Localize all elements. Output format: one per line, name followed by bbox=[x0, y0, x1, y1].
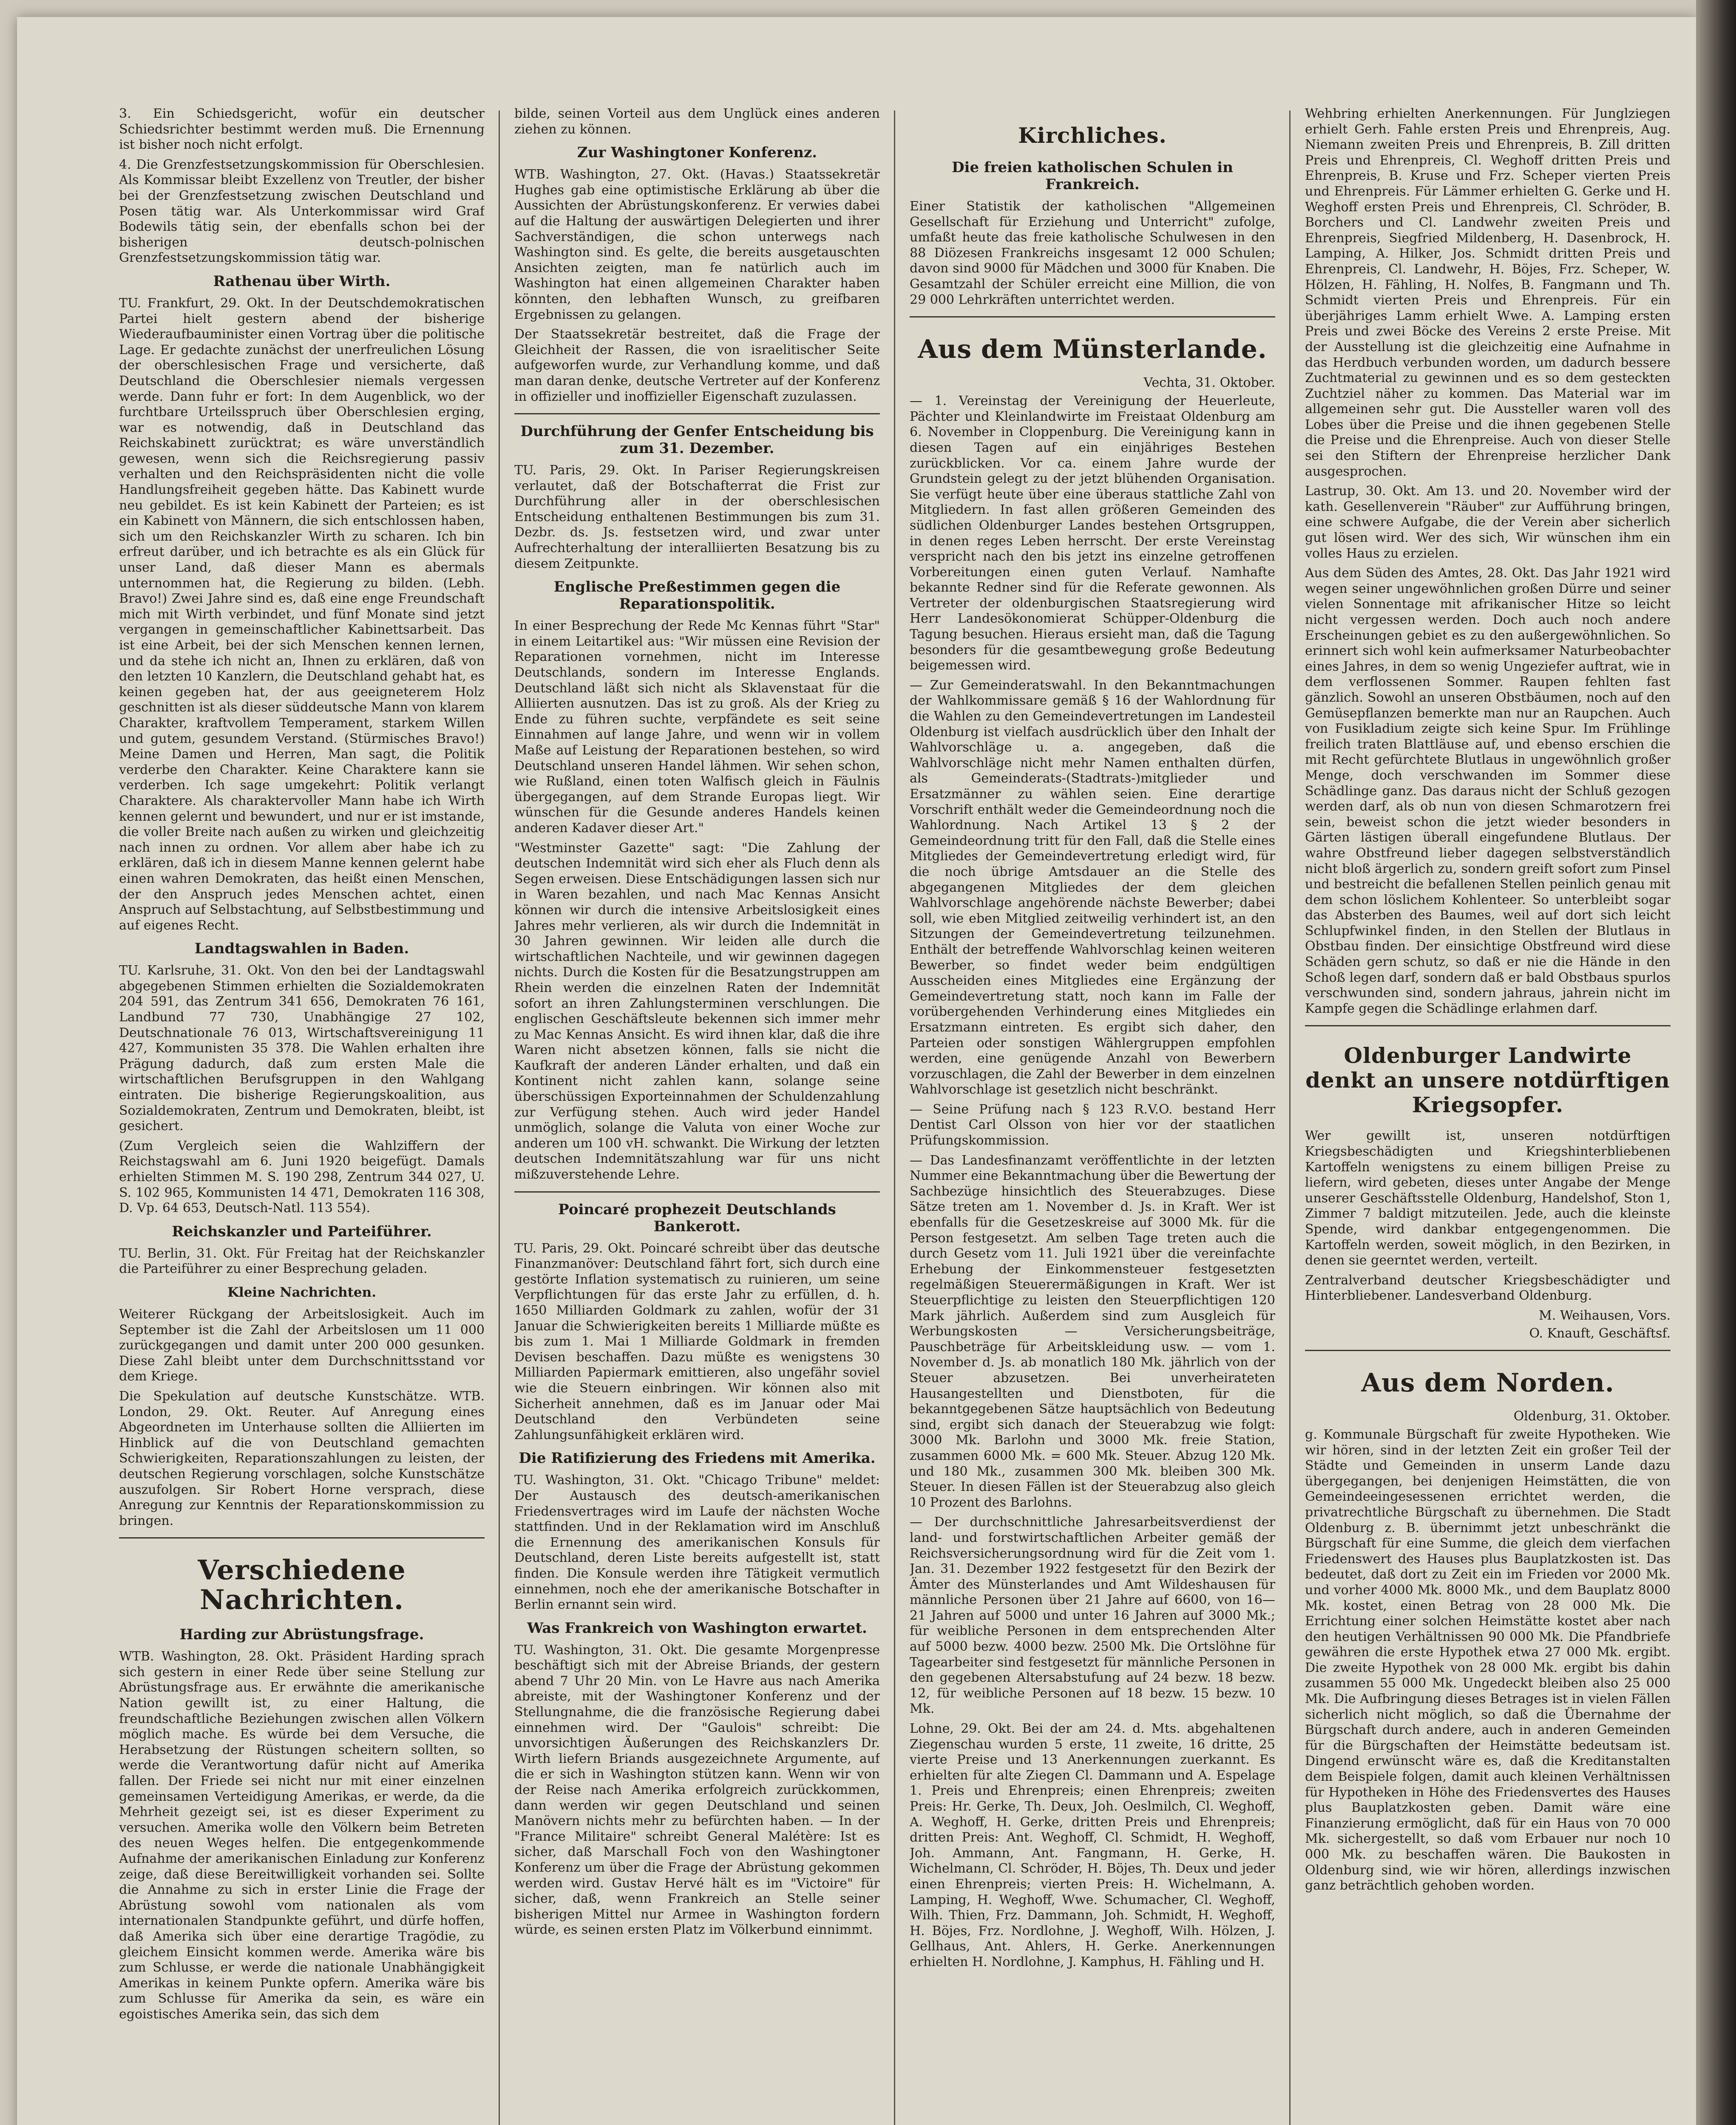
article-paragraph: 3. Ein Schiedsgericht, wofür ein deutscher Schiedsrichter bestimmt werden muß. Die Ernennung ist bisher noch nicht erfolgt. bbox=[119, 106, 485, 153]
article-paragraph: Einer Statistik der katholischen "Allgemeinen Gesellschaft für Erziehung und Unterricht" zufolge, umfaßt heute das freie katholische Schulwesen in den 88 Diözesen Frankreichs insgesamt 12 000 Schulen; davon sind 9000 für Mädchen und 3000 für Knaben. Die Gesamtzahl der Schüler erreicht eine Million, die von 29 000 Lehrkräften unterrichtet werden. bbox=[910, 199, 1275, 307]
column-rule bbox=[499, 110, 500, 2125]
column-2 bbox=[514, 106, 880, 2125]
article-paragraph: Zentralverband deutscher Kriegsbeschädigter und Hinterbliebener. Landesverband Oldenburg. bbox=[1305, 1272, 1671, 1303]
article-heading: Reichskanzler und Parteiführer. bbox=[172, 1223, 432, 1240]
separator-rule bbox=[1305, 1025, 1671, 1026]
article-paragraph: (Zum Vergleich seien die Wahlziffern der Reichstagswahl am 6. Juni 1920 beigefügt. Damals erhielten Stimmen M. S. 190 298, Zentrum 344 027, U. S. 102 965, Kommunisten 14 471, Demokraten 116 308, D. Vp. 64 653, Deutsch-Natl. 113 554). bbox=[119, 1138, 485, 1216]
article-paragraph: Die Spekulation auf deutsche Kunstschätze. WTB. London, 29. Okt. Reuter. Auf Anregung eines Abgeordneten im Unterhause sollten die Alliierten im Hinblick auf die von Deutschland gemachten Schwierigkeiten, Reparationszahlungen zu leisten, der deutschen Regierung vorschlagen, solche Kunstschätze auszufolgen. Sir Robert Horne versprach, diese Anregung zur Kenntnis der Reparationskommission zu bringen. bbox=[119, 1388, 485, 1528]
article-paragraph: g. Kommunale Bürgschaft für zweite Hypotheken. Wie wir hören, sind in der letzten Zeit ein großer Teil der Städte und Gemeinden in unserm Lande dazu übergegangen, bei denjenigen Heimstätten, die von Gemeindeeingesessenen errichtet werden, die privatrechtliche Bürgschaft zu übernehmen. Die Stadt Oldenburg z. B. übernimmt jetzt unbeschränkt die Bürgschaft für eine Summe, die gleich dem vierfachen Friedenswert des Hauses plus Bauplatzkosten ist. Das bedeutet, daß dort zu Zeit ein im Frieden vor 2000 Mk. und vorher 4000 Mk. 8000 Mk., und dem Bauplatz 8000 Mk. kostet, einen Betrag von 28 000 Mk. Die Errichtung einer solchen Heimstätte kostet aber nach den heutigen Verhältnissen 90 000 Mk. Die Pfandbriefe gewähren die erste Hypothek etwa 27 000 Mk. ergibt. Die zweite Hypothek von 28 000 Mk. ergibt bis dahin zusammen 55 000 Mk. Ungedeckt bleiben also 25 000 Mk. Die Aufbringung dieses Betrages ist in vielen Fällen sicherlich nicht möglich, so daß die Übernahme der Bürgschaft durch andere, auch in anderen Gemeinden für die Bürgschaften der Heimstätte bedeutsam ist. Dingend erwünscht wäre es, daß die Kreditanstalten dem Beispiele folgen, damit auch kleinen Verhältnissen für Hypotheken in Höhe des Friedensvertes des Hauses plus Bauplatzkosten geben. Damit wäre eine Finanzierung ermöglicht, daß für ein Haus von 70 000 Mk. sichergestellt, so daß vom Erbauer nur noch 10 000 Mk. zu beschaffen wären. Die Baukosten in Oldenburg sind, wie wir hören, allerdings inzwischen ganz beträchtlich gehoben worden. bbox=[1305, 1427, 1671, 1893]
article-paragraph: TU. Paris, 29. Okt. Poincaré schreibt über das deutsche Finanzmanöver: Deutschland fährt fort, sich durch eine gestörte Inflation systematisch zu ruinieren, um seine Verpflichtungen für das erste Jahr zu erfüllen, d. h. 1650 Milliarden Goldmark zu zahlen, wofür der 31 Januar die Schwierigkeiten bereits 1 Milliarde müßte es bis zum 1. Mai 1 Milliarde Goldmark in fremden Devisen beschaffen. Dazu müßte es wenigstens 30 Milliarden Papiermark emittieren, also ungefähr soviel wie die Steuern einbringen. Wir können also mit Sicherheit annehmen, daß es im Januar oder Mai Deutschland den Verbündeten seine Zahlungsunfähigkeit erklären wird. bbox=[514, 1241, 880, 1442]
section-heading: Oldenburger Landwirte denkt an unsere notdürftigen Kriegsopfer. bbox=[1305, 1043, 1670, 1118]
article-heading: Was Frankreich von Washington erwartet. bbox=[527, 1619, 867, 1637]
article-paragraph: — Seine Prüfung nach § 123 R.V.O. bestand Herr Dentist Carl Olsson von hier vor der staatlichen Prüfungskommission. bbox=[910, 1102, 1275, 1148]
article-heading: Poincaré prophezeit Deutschlands Bankerott. bbox=[558, 1201, 836, 1235]
newspaper-page bbox=[17, 17, 1696, 2125]
separator-rule bbox=[910, 316, 1275, 317]
column-1 bbox=[119, 106, 485, 2125]
article-heading: Durchführung der Genfer Entscheidung bis zum 31. Dezember. bbox=[520, 423, 874, 457]
article-paragraph: Lohne, 29. Okt. Bei der am 24. d. Mts. abgehaltenen Ziegenschau wurden 5 erste, 11 zweite, 16 dritte, 25 vierte Preise und 13 Anerkennungen zuerkannt. Es erhielten für alte Ziegen Cl. Dammann und A. Espelage 1. Preis und Ehrenpreis; einen Ehrenpreis; zweiten Preis: Hr. Gerke, Th. Deux, Joh. Oeslmilch, Cl. Weghoff, A. Weghoff, H. Gerke, dritten Preis und Ehrenpreis; dritten Preis: Ant. Weghoff, Cl. Schmidt, H. Weghoff, Joh. Ammann, Ant. Fangmann, H. Gerke, H. Wichelmann, Cl. Schröder, H. Böjes, Th. Deux und jeder einen Ehrenpreis; vierten Preis: H. Wichelmann, A. Lamping, H. Weghoff, Wwe. Schumacher, Cl. Weghoff, Wilh. Thien, Frz. Dammann, Joh. Schmidt, H. Weghoff, H. Böjes, Frz. Nordlohne, J. Weghoff, Wilh. Hölzen, J. Gellhaus, Ant. Ahlers, H. Gerke. Anerkennungen erhielten H. Nordlohne, J. Kamphus, H. Fähling und H. bbox=[910, 1721, 1275, 1969]
separator-rule bbox=[514, 413, 880, 414]
article-heading: Landtagswahlen in Baden. bbox=[194, 940, 409, 958]
column-rule bbox=[1289, 110, 1291, 2125]
article-heading: Harding zur Abrüstungsfrage. bbox=[179, 1626, 424, 1643]
article-paragraph: WTB. Washington, 27. Okt. (Havas.) Staatssekretär Hughes gab eine optimistische Erklärung ab über die Aussichten der Abrüstungskonferenz. Er verwies dabei auf die Haltung der auswärtigen Delegierten und ihrer Sachverständigen, die schon unterwegs nach Washington sind. Es gelte, die bereits ausgetauschten Ansichten zeigten, man fe natürlich auch im Washington hat einen allgemeinen Charakter haben könnten, den lebhaften Wunsch, zu greifbaren Ergebnissen zu gelangen. bbox=[514, 167, 880, 322]
article-paragraph: Aus dem Süden des Amtes, 28. Okt. Das Jahr 1921 wird wegen seiner ungewöhnlichen großen Dürre und seiner vielen Sonnentage mit afrikanischer Hitze so leicht nicht vergessen werden. Doch auch noch andere Erscheinungen gebiet es zu den außergewöhnlichen. So erinnert sich wohl kein aufmerksamer Naturbeobachter eines Jahres, in dem so wenig Ungeziefer auftrat, wie in dem verflossenen Sommer. Raupen fehlten fast gänzlich. Sowohl an unseren Obstbäumen, noch auf den Gemüsepflanzen bemerkte man nur an Raupchen. Auch von Fusikladium zeigte sich keine Spur. Im Frühlinge freilich traten Blattläuse auf, und ebenso erschien die mit Recht gefürchtete Blutlaus in ungewöhnlich großer Menge, doch verschwanden im Sommer diese Schädlinge ganz. Das daraus nicht der Schluß gezogen werden darf, als ob nun von diesen Schmarotzern frei sein, beweist schon die jetzt wieder besonders in Gärten lästigen überall eingefundene Blutlaus. Der wahre Obstfreund lieber dagegen selbstverständlich nicht bloß ärgerlich zu, sondern greift sofort zum Pinsel und bestreicht die befallenen Stellen peinlich genau mit dem schon löslichem Kohlenteer. So unterbleibt sogar das Absterben des Baumes, weil auf dort sich leicht Schlupfwinkel finden, in den Stellen der Blutlaus in Obstbau finden. Der einsichtige Obstfreund wird diese Schäden gern schutz, so daß er nie die Hände in den Schoß legen darf, sondern daß er bald Obstbaus spurlos verschwunden sind, sondern jahraus, jahrein nicht im Kampfe gegen die Schädlinge erlahmen darf. bbox=[1305, 566, 1671, 1016]
column-rule bbox=[894, 110, 895, 2125]
article-paragraph: Lastrup, 30. Okt. Am 13. und 20. November wird der kath. Gesellenverein "Räuber" zur Aufführung bringen, eine schwere Aufgabe, die der Verein aber sicherlich gut lösen wird. Wer des sich, Wir wünschen ihm ein volles Haus zu erzielen. bbox=[1305, 484, 1671, 561]
article-paragraph: — 1. Vereinstag der Vereinigung der Heuerleute, Pächter und Kleinlandwirte im Freistaat Oldenburg am 6. November in Cloppenburg. Die Vereinigung kann in diesen Tagen auf ein einjähriges Bestehen zurückblicken. Vor ca. einem Jahre wurde der Grundstein gelegt zu der jetzt blühenden Organisation. Sie verfügt heute über eine überaus stattliche Zahl von Mitgliedern. In fast allen größeren Gemeinden des südlichen Oldenburger Landes bestehen Ortsgruppen, in denen reges Leben herrscht. Der erste Vereinstag verspricht nach den bis jetzt ins einzelne getroffenen Vorbereitungen einen guten Verlauf. Namhafte bekannte Redner sind für die Referate gewonnen. Als Vertreter der oldenburgischen Staatsregierung wird Herr Landesökonomierat Schüpper-Oldenburg die Tagung besuchen. Hieraus ersieht man, daß die Tagung besonders für die gesamtbewegung große Bedeutung beigemessen wird. bbox=[910, 394, 1275, 673]
article-paragraph: Der Staatssekretär bestreitet, daß die Frage der Gleichheit der Rassen, die von israelitischer Seite aufgeworfen wurde, zur Verhandlung komme, und daß man daran denke, deutsche Vertreter auf der Konferenz in offizieller und inoffizieller Eigenschaft zuzulassen. bbox=[514, 327, 880, 404]
article-paragraph: TU. Karlsruhe, 31. Okt. Von den bei der Landtagswahl abgegebenen Stimmen erhielten die Sozialdemokraten 204 591, das Zentrum 341 656, Demokraten 76 161, Landbund 77 730, Unabhängige 27 102, Deutschnationale 76 013, Wirtschaftsvereinigung 11 427, Kommunisten 35 378. Die Wahlen erhalten ihre Prägung dadurch, daß zum ersten Male die wirtschaftlichen Berufsgruppen in den Wahlgang eintraten. Die bisherige Regierungskoalition, aus Sozialdemokraten, Zentrum und Demokraten, bleibt, ist gesichert. bbox=[119, 963, 485, 1134]
article-paragraph: — Zur Gemeinderatswahl. In den Bekanntmachungen der Wahlkommissare gemäß § 16 der Wahlordnung für die Wahlen zu den Gemeindevertretungen im Landesteil Oldenburg ist vielfach ausdrücklich über den Inhalt der Wahlvorschläge u. a. angegeben, daß die Wahlvorschläge nicht mehr Namen enthalten dürfen, als Gemeinderats-(Stadtrats-)mitglieder und Ersatzmänner zu wählen seien. Eine derartige Vorschrift enthält weder die Gemeindeordnung noch die Wahlordnung. Nach Artikel 13 § 2 der Gemeindeordnung tritt für den Fall, daß die Stelle eines Mitgliedes der Gemeindevertretung erledigt wird, für die noch übrige Amtsdauer an die Stelle des abgegangenen Mitgliedes der dem gleichen Wahlvorschlage angehörende nächste Bewerber; dabei soll, wie eben Mitglied zeitweilig verhindert ist, an den Sitzungen der Gemeindevertretung teilzunehmen. Enthält der betreffende Wahlvorschlag keinen weiteren Bewerber, so findet weder beim endgültigen Ausscheiden eines Mitgliedes eine Ergänzung der Gemeindevertretung statt, noch kann im Falle der vorübergehenden Verhinderung eines Mitgliedes ein Ersatzmann eintreten. Es ergibt sich daher, den Parteien oder sonstigen Wählergruppen empfohlen werden, eine genügende Anzahl von Bewerbern vorzuschlagen, die Zahl der Bewerber in dem einzelnen Wahlvorschlage ist gesetzlich nicht beschränkt. bbox=[910, 677, 1275, 1097]
article-heading: Zur Washingtoner Konferenz. bbox=[577, 144, 817, 162]
article-paragraph: TU. Paris, 29. Okt. In Pariser Regierungskreisen verlautet, daß der Botschafterrat die Frist zur Durchführung aller in der oberschlesischen Entscheidung enthaltenen Bestimmungen bis zum 31. Dezbr. ds. Js. festsetzen wird, und zwar unter Aufrechterhaltung der interalliierten Besatzung bis zu diesem Zeitpunkte. bbox=[514, 463, 880, 571]
dateline: Oldenburg, 31. Oktober. bbox=[1513, 1408, 1671, 1424]
section-heading: Kirchliches. bbox=[1018, 123, 1167, 148]
article-paragraph: Wehbring erhielten Anerkennungen. Für Junglziegen erhielt Gerh. Fahle ersten Preis und Ehrenpreis, Aug. Niemann zweiten Preis und Ehrenpreis, B. Zill dritten Preis und Ehrenpreis, Cl. Weghoff dritten Preis und Ehrenpreis, B. Kruse und Frz. Scheper vierten Preis und Ehrenpreis. Für Lämmer erhielten G. Gerke und H. Weghoff ersten Preis und Ehrenpreis, Cl. Schröder, B. Borchers und Cl. Landwehr zweiten Preis und Ehrenpreis, Siegfried Mildenberg, H. Dasenbrock, H. Lamping, A. Hilker, Jos. Schmidt dritten Preis und Ehrenpreis, Cl. Landwehr, H. Böjes, Frz. Scheper, W. Hölzen, H. Fähling, H. Nolfes, B. Fangmann und Th. Schmidt vierten Preis und Ehrenpreis. Für ein überjähriges Lamm erhielt Wwe. A. Lamping ersten Preis und zwei Böcke des Vereins 2 erste Preise. Mit der Ausstellung ist die gleichzeitig eine Aufnahme in das Herdbuch verbunden worden, um dadurch bessere Zuchtmaterial zu gewinnen und es so dem gesteckten Zuchtziel näher zu kommen. Das Material war im allgemeinen sehr gut. Die Aussteller waren voll des Lobes über die Preise und die ihnen gegebenen Stelle die Preise und die Ehrenpreise. Auch von dieser Stelle sei den Stiftern der Ehrenpreise herzlicher Dank ausgesprochen. bbox=[1305, 106, 1671, 479]
article-paragraph: — Das Landesfinanzamt veröffentlichte in der letzten Nummer eine Bekanntmachung über die Bewertung der Sachbezüge hinsichtlich des Steuerabzuges. Diese Sätze treten am 1. November d. Js. in Kraft. Wer ist ebenfalls für die Gesetzeskreise auf 3000 Mk. für die Person festgesetzt. Am selben Tage treten auch die durch Gesetz vom 11. Juli 1921 über die vereinfachte Erhebung der Einkommensteuer festgesetzten regelmäßigen Steuerermäßigungen in Kraft. Wer ist Steuerpflichtige zu leisten den Steuerpflichtigen 120 Mark jährlich. Außerdem sind zum Ausgleich für Werbungskosten — Versicherungsbeiträge, Pauschbeträge für Arbeitskleidung usw. — vom 1. November d. Js. ab monatlich 180 Mk. jährlich von der Steuer abzusetzen. Bei unverheirateten Hausangestellten und Dienstboten, für die bekanntgegebenen Sätze hauptsächlich von Bedeutung sind, ergibt sich danach der Steuerabzug wie folgt: 3000 Mk. Barlohn und 3000 Mk. freie Station, zusammen 6000 Mk. = 600 Mk. Steuer. Abzug 120 Mk. und 180 Mk., zusammen 300 Mk. bleiben 300 Mk. Steuer. In diesen Fällen ist der Steuerabzug also gleich 10 Prozent des Barlohns. bbox=[910, 1153, 1275, 1510]
separator-rule bbox=[514, 1191, 880, 1193]
article-paragraph: In einer Besprechung der Rede Mc Kennas führt "Star" in einem Leitartikel aus: "Wir müssen eine Revision der Reparationen vornehmen, nicht im Interesse Deutschlands, sondern im Interesse Englands. Deutschland läßt sich nicht als Sklavenstaat für die Alliierten ausnutzen. Das ist zu groß. Als der Krieg zu Ende zu führen suchte, verpfändete es seit seine Einnahmen auf lange Jahre, und wenn wir in vollem Maße auf Leistung der Reparationen bestehen, so wird Deutschland unseren Handel lähmen. Wir sehen schon, wie Rußland, einen toten Walfisch gleich in Fäulnis übergegangen, auf dem Strande Europas liegt. Wir wünschen für die Gesunde anderes Handels keinen anderen Kadaver dieser Art." bbox=[514, 618, 880, 836]
page-edge-shadow bbox=[1696, 0, 1736, 2125]
section-heading: Aus dem Norden. bbox=[1361, 1368, 1614, 1398]
article-heading: Rathenau über Wirth. bbox=[213, 272, 391, 290]
article-paragraph: TU. Washington, 31. Okt. Die gesamte Morgenpresse beschäftigt sich mit der Abreise Briands, der gestern abend 7 Uhr 20 Min. von Le Havre aus nach Amerika abreiste, mit der Washingtoner Konferenz und der Stellungnahme, die die französische Regierung dabei einnehmen wird. Der "Gaulois" schreibt: Die unvorsichtigen Äußerungen des Reichskanzlers Dr. Wirth liefern Briands ausgezeichnete Argumente, auf die er sich in Washington stützen kann. Wenn wir von der Reise nach Amerika erfolgreich zurückkommen, dann werden wir gegen Deutschland und seinen Manövern nichts mehr zu befürchten haben. — In der "France Militaire" schreibt General Malétère: Ist es sicher, daß Marschall Foch von den Washingtoner Konferenz um über die Frage der Abrüstung gekommen werden wird. Gustav Hervé hält es im "Victoire" für sicher, daß, wenn Frankreich an Stelle seiner bisherigen Mittel nur Armee in Washington fordern würde, es seinen ersten Platz im Völkerbund einnimmt. bbox=[514, 1642, 880, 1938]
section-heading: Verschiedene Nachrichten. bbox=[198, 1554, 406, 1616]
column-4 bbox=[1305, 106, 1671, 2125]
article-paragraph: TU. Berlin, 31. Okt. Für Freitag hat der Reichskanzler die Parteiführer zu einer Besprechung geladen. bbox=[119, 1246, 485, 1277]
article-paragraph: bilde, seinen Vorteil aus dem Unglück eines anderen ziehen zu können. bbox=[514, 106, 880, 137]
article-heading: Kleine Nachrichten. bbox=[227, 1284, 376, 1300]
signature-line: O. Knauft, Geschäftsf. bbox=[1529, 1326, 1671, 1341]
article-heading: Die Ratifizierung des Friedens mit Amerika. bbox=[519, 1450, 876, 1467]
signature-line: M. Weihausen, Vors. bbox=[1539, 1308, 1671, 1323]
separator-rule bbox=[119, 1537, 485, 1538]
article-paragraph: TU. Washington, 31. Okt. "Chicago Tribune" meldet: Der Austausch des deutsch-amerikanischen Friedensvertrages wird im Laufe der nächsten Woche stattfinden. Und in der Reklamation wird im Anschluß die Ernennung des amerikanischen Konsuls für Deutschland, deren Liste bereits aufgestellt ist, statt finden. Die Konsule werden ihre Tätigkeit vermutlich einnehmen, noch ehe der amerikanische Botschafter in Berlin ernannt sein wird. bbox=[514, 1473, 880, 1612]
separator-rule bbox=[1305, 1350, 1671, 1351]
article-paragraph: 4. Die Grenzfestsetzungskommission für Oberschlesien. Als Kommissar bleibt Exzellenz von Treutler, der bisher bei der Grenzfestsetzung zwischen Deutschland und Posen tätig war. Als Unterkommissar wird Graf Bodewils tätig sein, der ebenfalls schon bei der bisherigen deutsch-polnischen Grenzfestsetzungskommission tätig war. bbox=[119, 157, 485, 266]
article-paragraph: Weiterer Rückgang der Arbeitslosigkeit. Auch im September ist die Zahl der Arbeitslosen um 11 000 zurückgegangen und damit unter 200 000 gesunken. Diese Zahl bleibt unter dem Durchschnittsstand vor dem Kriege. bbox=[119, 1306, 485, 1384]
article-paragraph: TU. Frankfurt, 29. Okt. In der Deutschdemokratischen Partei hielt gestern abend der bisherige Wiederaufbauminister einen Vortrag über die politische Lage. Er gedachte zunächst der unerfreulichen Lösung der oberschlesischen Frage und versicherte, daß Deutschland die Oberschlesier niemals vergessen werde. Dann fuhr er fort: In dem Augenblick, wo der furchtbare Urteilsspruch über Oberschlesien erging, war es notwendig, daß in Deutschland das Reichskabinett zurücktrat; es wäre unverständlich gewesen, wenn sich die Reichsregierung passiv verhalten und den Reichspräsidenten nicht die volle Handlungsfreiheit gegeben hätte. Das Kabinett wurde neu gebildet. Es ist kein Kabinett der Parteien; es ist ein Kabinett von Männern, die sich entschlossen haben, sich um den Reichskanzler Wirth zu scharen. Ich bin erfreut darüber, und ich betrachte es als ein Glück für unser Land, daß dieser Mann es abermals unternommen hat, die Regierung zu bilden. (Lebh. Bravo!) Zwei Jahre sind es, daß eine enge Freundschaft mich mit Wirth verbindet, und fünf Monate sind jetzt vergangen in gemeinschaftlicher Kabinettsarbeit. Das ist eine Arbeit, bei der sich Menschen kennen lernen, und da stehe ich nicht an, Ihnen zu erklären, daß von den letzten 10 Kanzlern, die Deutschland gehabt hat, es keinen gegeben hat, der aus geeigneterem Holz geschnitten ist als dieser süddeutsche Mann von klarem Charakter, kraftvollem Temperament, starkem Willen und gutem, gesundem Verstand. (Stürmisches Bravo!) Meine Damen und Herren, Man sagt, die Politik verderbe den Charakter. Keine Charaktere kann sie verderben. Ich sage umgekehrt: Politik verlangt Charaktere. Als charaktervoller Mann habe ich Wirth kennen gelernt und bewundert, und nur er ist imstande, die voller Breite nach außen zu wirken und gleichzeitig nach innen zu ordnen. Vor allem aber habe ich zu erklären, daß ich in diesem Manne kennen gelernt habe einen wahren Demokraten, das heißt einen Menschen, der den Anspruch jedes Menschen achtet, einen Anspruch auf Selbstachtung, auf Selbstbestimmung und auf eigenes Recht. bbox=[119, 295, 485, 933]
section-heading: Aus dem Münsterlande. bbox=[918, 334, 1267, 365]
article-paragraph: "Westminster Gazette" sagt: "Die Zahlung der deutschen Indemnität wird sich eher als Fluch denn als Segen erweisen. Diese Entschädigungen lassen sich nur in Waren bezahlen, und nach Mac Kennas Ansicht können wir durch die intensive Arbeitslosigkeit eines Jahres mehr verlieren, als wir durch die Indemnität in 30 Jahren gewinnen. Wir leiden alle durch die wirtschaftlichen Nachteile, und wir gewinnen dagegen nichts. Durch die Kosten für die Besatzungstruppen am Rhein werden die einzelnen Raten der Indemnität sofort an ihren Zahlungsterminen verschlungen. Die englischen Geschäftsleute bekennen sich immer mehr zu Mac Kennas Ansicht. Es wird ihnen klar, daß die ihre Waren nicht absetzen können, falls sie nicht die Kaufkraft der anderen Länder erhalten, und daß ein Kontinent nicht zahlen kann, solange seine überschüssigen Exporteinnahmen der Schuldenzahlung zur Verfügung stehen. Auch wird jeder Handel unmöglich, solange die Valuta von einer Woche zur anderen um 100 vH. schwankt. Die Wirkung der letzten deutschen Indemnitätszahlung war für uns nicht mißzuverstehende Lehre. bbox=[514, 840, 880, 1182]
dateline: Vechta, 31. Oktober. bbox=[1143, 375, 1275, 391]
article-paragraph: — Der durchschnittliche Jahresarbeitsverdienst der land- und forstwirtschaftlichen Arbeiter gemäß der Reichsversicherungsordnung wird für die Zeit vom 1. Jan. 31. Dezember 1922 festgesetzt für den Bezirk der Ämter des Münsterlandes und Amt Wildeshausen für männliche Personen über 21 Jahre auf 6600, von 16—21 Jahren auf 5000 und unter 16 Jahren auf 3000 Mk.; für weibliche Personen in dem entsprechenden Alter auf 5000 bezw. 4000 bezw. 2500 Mk. Die Ortslöhne für Tagearbeiter sind festgesetzt für männliche Personen in den gegebenen Altersabstufung auf 24 bezw. 18 bezw. 12, für weibliche Personen auf 18 bezw. 15 bezw. 10 Mk. bbox=[910, 1515, 1275, 1717]
article-paragraph: Wer gewillt ist, unseren notdürftigen Kriegsbeschädigten und Kriegshinterbliebenen Kartoffeln wenigstens zu einem billigen Preise zu liefern, wird gebeten, dieses unter Angabe der Menge unserer Geschäftsstelle Oldenburg, Handelshof, Ston 1, Zimmer 7 baldigt mitzuteilen. Jede, auch die kleinste Spende, wird dankbar entgegengenommen. Die Kartoffeln werden, soweit möglich, in den Bezirken, in denen sie geerntet werden, verteilt. bbox=[1305, 1128, 1671, 1268]
column-3 bbox=[910, 106, 1275, 2125]
article-paragraph: WTB. Washington, 28. Okt. Präsident Harding sprach sich gestern in einer Rede über seine Stellung zur Abrüstungsfrage aus. Er erwähnte die amerikanische Nation gewillt ist, zu einer Haltung, die freundschaftliche Beziehungen zwischen allen Völkern möglich mache. Es würde bei dem Versuche, die Herabsetzung der Rüstungen scheitern sollten, so werde die Verantwortung dafür nicht auf Amerika fallen. Der Friede sei nicht nur mit einer einzelnen gemeinsamen Verteidigung Amerikas, er werde, da die Mehrheit gezeigt sei, ist es dieser Experiment zu versuchen. Amerika wolle den Völkern beim Betreten des neuen Weges helfen. Die entgegenkommende Aufnahme der amerikanischen Einladung zur Konferenz zeige, daß diese Bereitwilligkeit vorhanden sei. Sollte die Annahme zu sich in erster Linie die Frage der Abrüstung sowohl vom nationalen als vom internationalen Standpunkte geführt, und dürfe hoffen, daß Amerika sich über eine derartige Tragödie, zu gleichem Einsicht kommen werde. Amerika wäre bis zum Schlusse, er werde die nationale Unabhängigkeit Amerikas in keinem Punkte opfern. Amerika wäre bis zum Schlusse für Amerika da sein, es wäre ein egoistisches Amerika sein, das sich dem bbox=[119, 1649, 485, 2022]
article-heading: Englische Preßestimmen gegen die Reparationspolitik. bbox=[553, 578, 841, 613]
article-heading: Die freien katholischen Schulen in Frankreich. bbox=[952, 159, 1233, 193]
